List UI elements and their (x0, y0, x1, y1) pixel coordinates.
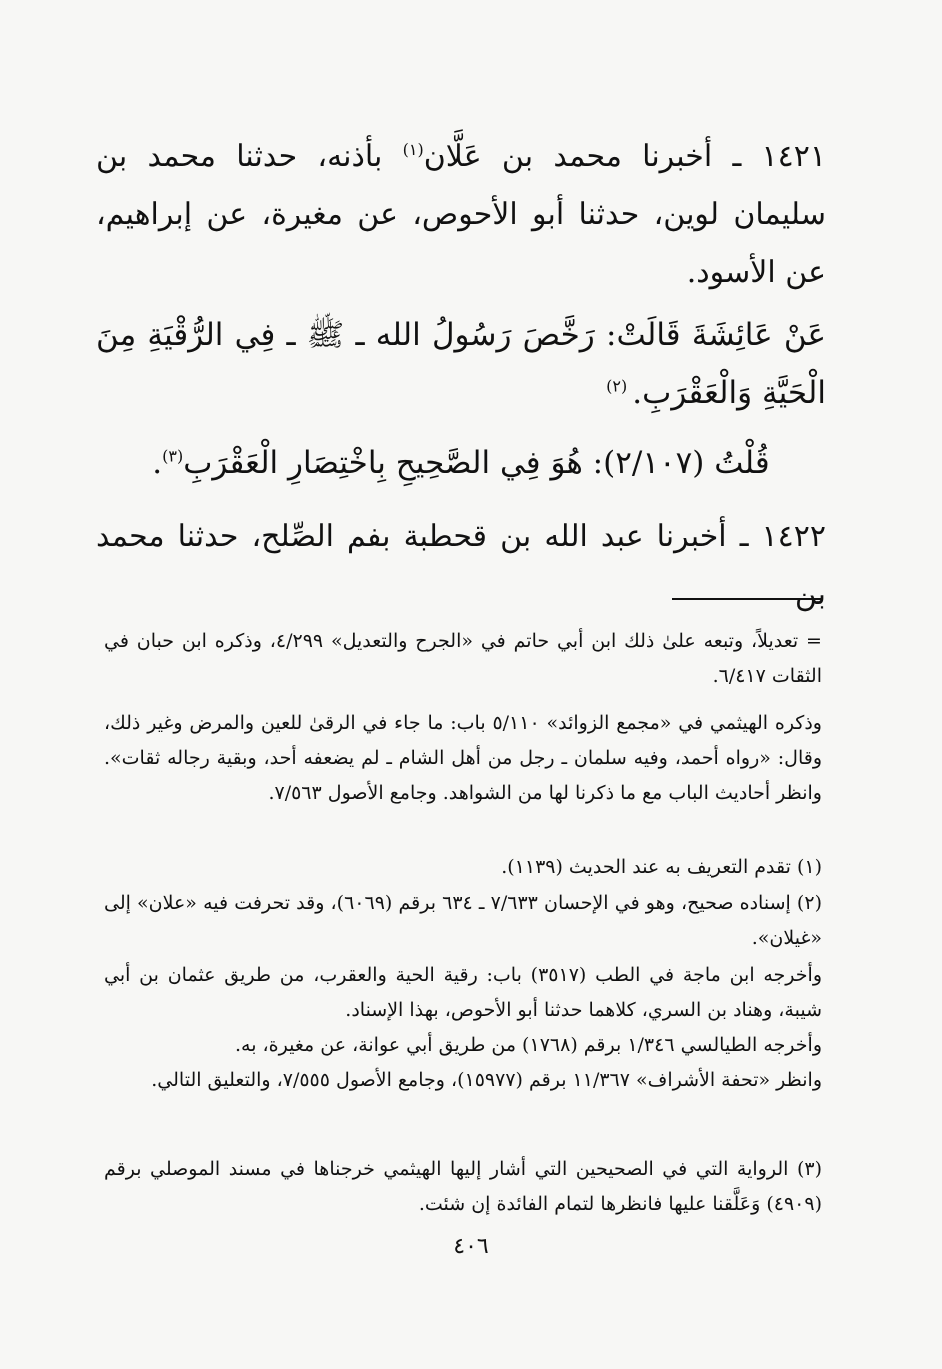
footnote-1: (١) تقدم التعريف به عند الحديث (١١٣٩). (501, 856, 822, 878)
hadith-1421-matn (96, 306, 826, 422)
footnote-ref-3: (٣) (162, 446, 184, 466)
footnote-ref-2: (٢) (606, 376, 633, 396)
qultu-end: . (152, 445, 163, 481)
footnote-2-paragraph-b: وأخرجه الطيالسي ١/٣٤٦ برقم (١٧٦٨) من طريق أبي عوانة، عن مغيرة، به. (235, 1034, 822, 1056)
qultu-text: قُلْتُ (٢/١٠٧): هُوَ فِي الصَّحِيحِ بِاخْتِصَارِ الْعَقْرَبِ (183, 445, 770, 481)
qultu-remark (96, 434, 826, 492)
footnote-continuation: = تعديلاً، وتبعه علىٰ ذلك ابن أبي حاتم في «الجرح والتعديل» ٤/٢٩٩، وذكره ابن حبان في الثقات ٦/٤١٧. (104, 630, 822, 687)
hadith-1421-opening: ١٤٢١ ـ أخبرنا محمد بن عَلَّان (423, 139, 826, 174)
footnote-2: (٢) إسناده صحيح، وهو في الإحسان ٧/٦٣٣ ـ ٦٣٤ برقم (٦٠٦٩)، وقد تحرفت فيه «علان» إلى «غيلان». (104, 892, 822, 949)
hadith-1422-text: ١٤٢٢ ـ أخبرنا عبد الله بن قحطبة بفم الصِّلح، حدثنا محمد بن (96, 519, 826, 612)
hadith-1422-isnad (96, 508, 826, 624)
footnote-2-details (104, 958, 822, 1098)
footnote-2-paragraph-c: وانظر «تحفة الأشراف» ١١/٣٦٧ برقم (١٥٩٧٧)، وجامع الأصول ٧/٥٥٥، والتعليق التالي. (151, 1069, 822, 1091)
footnote-ref-1: (١) (402, 140, 424, 159)
page-number: ٤٠٦ (453, 1234, 489, 1259)
footnote-separator (672, 598, 822, 600)
footnote-continuation-2: وذكره الهيثمي في «مجمع الزوائد» ٥/١١٠ باب: ما جاء في الرقىٰ للعين والمرض وغير ذلك، وقال: «رواه أحمد، وفيه سلمان ـ رجل من أهل الشام ـ لم يضعفه أحد، وبقية رجاله ثقات». وانظر أحاديث الباب مع ما ذكرنا لها من الشواهد. وجامع الأصول ٧/٥٦٣. (104, 712, 822, 804)
hadith-1421-isnad-rest: بأذنه، حدثنا محمد بن سليمان لوين، حدثنا أبو الأحوص، عن مغيرة، عن إبراهيم، عن الأسود. (96, 139, 826, 290)
footnote-3: (٣) الرواية التي في الصحيحين التي أشار إليها الهيثمي خرجناها في مسند الموصلي برقم (٤٩٠٩) وَعَلَّقنا عليها فانظرها لتمام الفائدة إن شئت. (104, 1158, 822, 1215)
hadith-1421-isnad (96, 128, 826, 302)
hadith-1421-matn-text: عَنْ عَائِشَةَ قَالَتْ: رَخَّصَ رَسُولُ الله ـ ﷺ ـ فِي الرُّقْيَةِ مِنَ الْحَيَّةِ وَالْعَقْرَبِ. (96, 317, 826, 411)
footnote-2-paragraph-a: وأخرجه ابن ماجة في الطب (٣٥١٧) باب: رقية الحية والعقرب، من طريق عثمان بن أبي شيبة، وهناد بن السري، كلاهما حدثنا أبو الأحوص، بهذا الإسناد. (104, 964, 822, 1021)
